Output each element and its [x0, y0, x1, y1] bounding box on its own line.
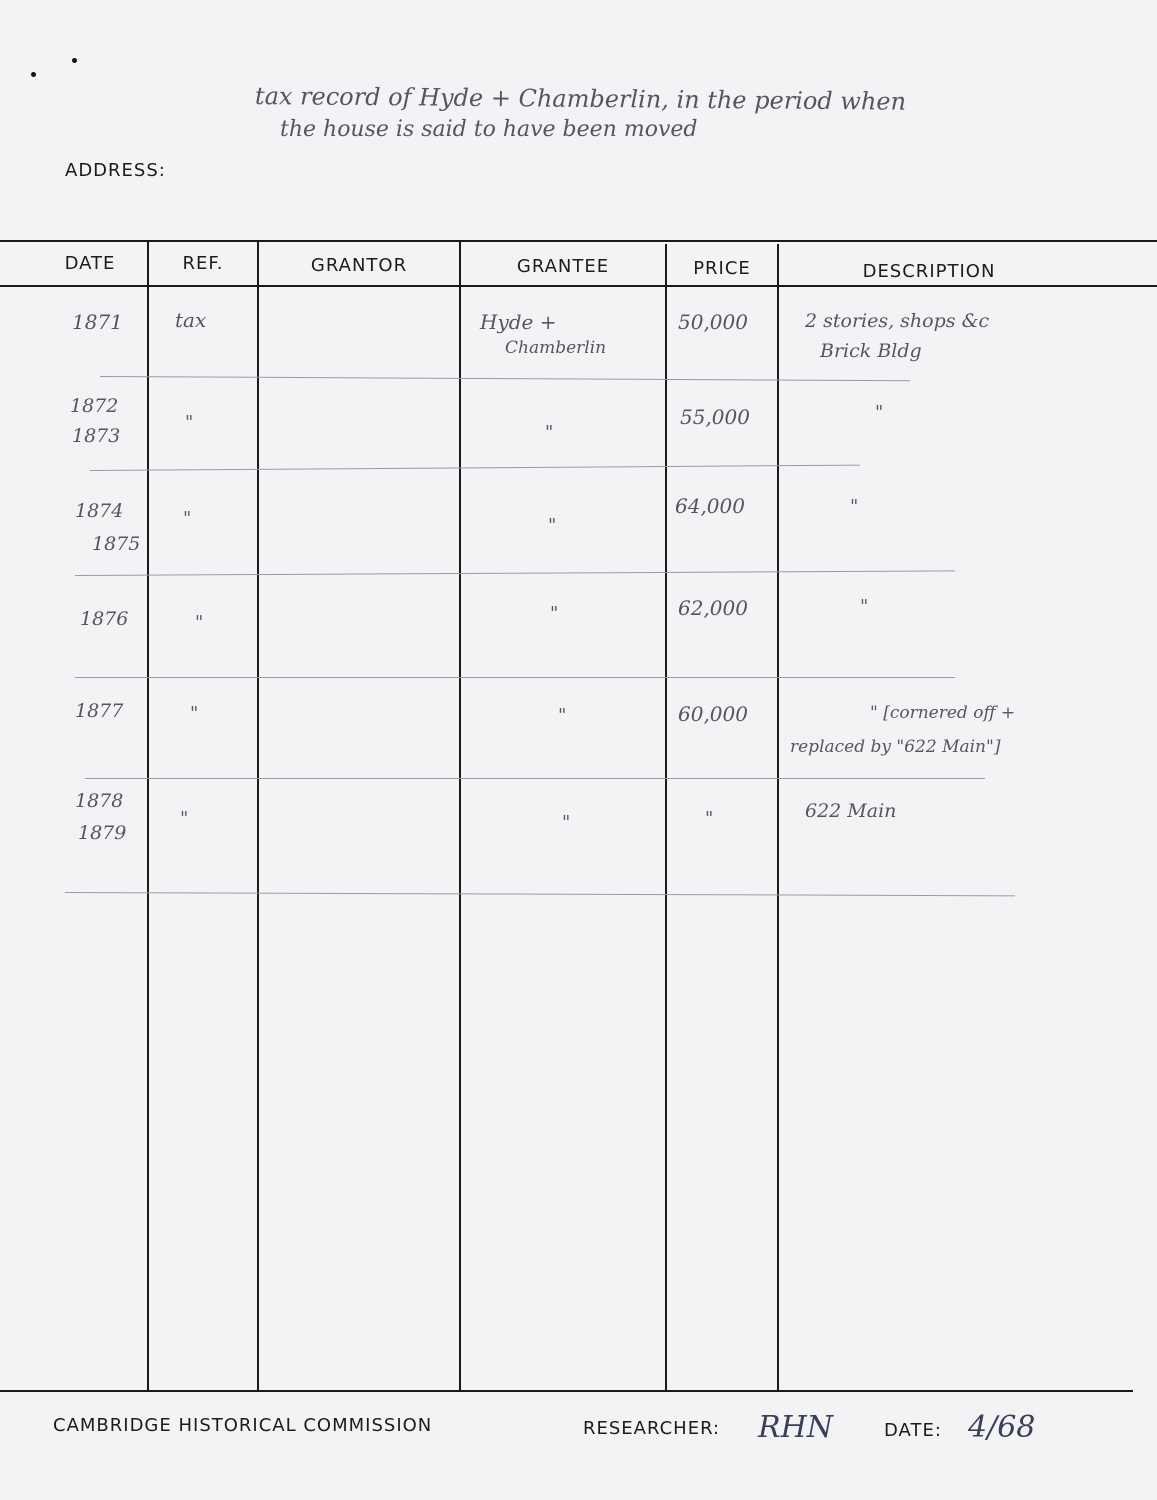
- row-ref: ": [185, 412, 194, 433]
- row-grantee: Chamberlin: [505, 338, 607, 358]
- row-date: 1879: [78, 822, 127, 844]
- row-grantee: Hyde +: [480, 310, 557, 334]
- column-divider: [147, 240, 149, 1390]
- row-description: " [cornered off +: [870, 703, 1016, 723]
- researcher-label: RESEARCHER:: [583, 1418, 721, 1439]
- header-bottom-rule: [0, 285, 1157, 287]
- row-date: 1871: [72, 310, 123, 334]
- researcher-value: RHN: [758, 1410, 833, 1445]
- row-separator: [90, 465, 860, 471]
- row-ref: ": [190, 703, 199, 724]
- row-price: 64,000: [675, 494, 745, 518]
- row-grantee: ": [558, 705, 567, 726]
- row-price: 50,000: [678, 310, 748, 334]
- date-value: 4/68: [968, 1410, 1036, 1445]
- column-divider: [459, 240, 461, 1390]
- row-grantee: ": [545, 422, 554, 443]
- row-grantee: ": [550, 603, 559, 624]
- column-header-grantee: GRANTEE: [516, 256, 610, 277]
- row-description: Brick Bldg: [820, 340, 922, 362]
- row-description: 622 Main: [805, 800, 897, 822]
- handwritten-note-line-2: the house is said to have been moved: [280, 117, 698, 142]
- column-divider: [777, 244, 779, 1390]
- row-ref: ": [195, 612, 204, 633]
- row-grantee: ": [562, 812, 571, 833]
- punch-mark: [72, 58, 77, 63]
- row-price: 62,000: [678, 596, 748, 620]
- column-header-ref: REF.: [182, 253, 224, 274]
- row-description: ": [860, 596, 869, 617]
- row-ref: ": [183, 508, 192, 529]
- row-separator: [100, 376, 910, 381]
- organization-name: CAMBRIDGE HISTORICAL COMMISSION: [53, 1415, 433, 1436]
- row-price: ": [705, 808, 714, 829]
- column-header-grantor: GRANTOR: [310, 255, 408, 276]
- row-ref: ": [180, 808, 189, 829]
- handwritten-note-line-1: tax record of Hyde + Chamberlin, in the period when: [254, 82, 907, 116]
- row-ref: tax: [175, 308, 207, 332]
- column-header-description: DESCRIPTION: [862, 261, 996, 282]
- row-date: 1878: [75, 790, 124, 812]
- table-bottom-rule: [0, 1390, 1133, 1392]
- punch-mark: [31, 72, 36, 77]
- column-divider: [665, 244, 667, 1390]
- row-date: 1876: [80, 608, 129, 630]
- address-label: ADDRESS:: [65, 160, 166, 181]
- row-separator: [75, 677, 955, 678]
- row-description: replaced by "622 Main"]: [790, 737, 1001, 757]
- table-top-rule: [0, 240, 1157, 242]
- row-date: 1872: [70, 395, 119, 417]
- row-date: 1874: [75, 500, 124, 522]
- row-separator: [65, 892, 1015, 896]
- row-date: 1875: [92, 533, 141, 555]
- column-divider: [257, 240, 259, 1390]
- row-date: 1877: [75, 700, 124, 722]
- column-header-price: PRICE: [693, 258, 751, 279]
- row-description: ": [875, 402, 884, 423]
- row-separator: [75, 570, 955, 576]
- row-separator: [85, 778, 985, 779]
- row-grantee: ": [548, 515, 557, 536]
- column-header-date: DATE: [64, 253, 116, 274]
- row-price: 55,000: [680, 405, 750, 429]
- row-description: 2 stories, shops &c: [805, 310, 990, 332]
- row-price: 60,000: [678, 702, 748, 726]
- date-label: DATE:: [884, 1420, 942, 1441]
- row-description: ": [850, 496, 859, 517]
- row-date: 1873: [72, 425, 121, 447]
